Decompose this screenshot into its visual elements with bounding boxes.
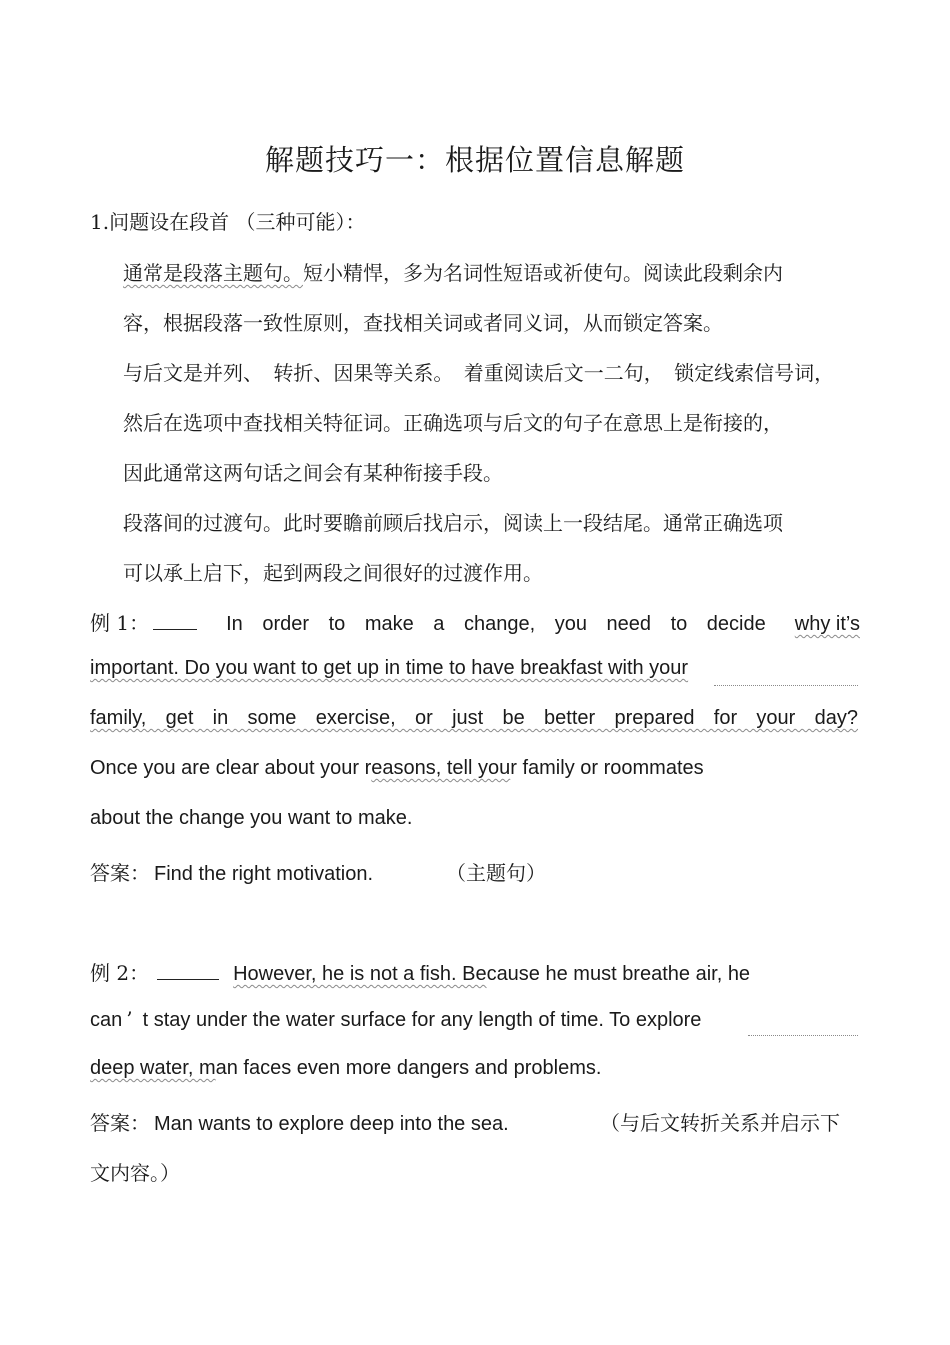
example-text: can [90,1009,123,1031]
key-phrase: why it’s [794,613,860,635]
example-text: t stay under the water surface for any length of time. To explore [142,1009,702,1031]
answer-text: Man wants to explore deep into the sea. [154,1113,509,1135]
paragraph-line: 然后在选项中查找相关特征词。正确选项与后文的句子在意思上是衔接的， [123,411,783,435]
page-title: 解题技巧一：根据位置信息解题 [264,143,685,177]
paragraph-line: 段落间的过渡句。此时要瞻前顾后找启示，阅读上一段结尾。通常正确选项 [123,511,783,535]
answer-label: 答案： [90,861,150,885]
example-text: In order to make a change, you need to decide [226,613,766,635]
topic-sentence-phrase: 通常是段落主题句。 [123,261,303,285]
paragraph-line [123,257,783,286]
example-label: 例 2： [90,961,150,985]
paragraph-line: 容，根据段落一致性原则，查找相关词或者同义词，从而锁定答案。 [123,311,723,335]
example-text: an faces even more dangers and problems. [215,1057,602,1079]
wavy-rule [748,1019,858,1042]
example-text-line: about the change you want to make. [90,807,413,829]
answer-label: 答案： [90,1111,150,1135]
answer-note: （与后文转折关系并启示下 [600,1111,840,1135]
example-text-line [90,757,704,780]
section-heading: 1.问题设在段首 （三种可能）： [90,210,366,234]
key-phrase: deep water, m [90,1057,216,1079]
answer-blank [153,611,197,630]
key-phrase: easons, tell you [371,757,511,779]
example-label: 例 1： [90,611,150,635]
apostrophe: ’ [126,1007,133,1031]
example-text: Once you are clear about your r [90,757,372,779]
example-text: cause he must breathe air, he [486,963,751,985]
answer-text: Find the right motivation. [154,863,373,885]
example-text-line: family, get in some exercise, or just be better prepared for your day? [90,707,858,729]
paragraph-line: 因此通常这两句话之间会有某种衔接手段。 [123,461,503,485]
answer-line [90,1107,509,1136]
answer-note: （主题句） [446,861,546,885]
answer-line [90,857,373,886]
example1-line [90,607,860,636]
paragraph-line: 可以承上启下，起到两段之间很好的过渡作用。 [123,561,543,585]
example2-line [90,957,750,986]
example-text-line [90,1057,601,1080]
wavy-rule [714,669,858,692]
example-text-line [90,1007,701,1032]
answer-blank [157,961,219,980]
paragraph-line: 与后文是并列、 转折、因果等关系。 着重阅读后文一二句， 锁定线索信号词， [123,361,835,385]
answer-note: 文内容。） [90,1161,180,1185]
example-text-line: important. Do you want to get up in time to have breakfast with your [90,657,689,679]
example-text: r family or roommates [510,757,704,779]
paragraph-text: 短小精悍，多为名词性短语或祈使句。阅读此段剩余内 [303,261,783,285]
key-phrase: However, he is not a fish. Be [233,963,487,985]
